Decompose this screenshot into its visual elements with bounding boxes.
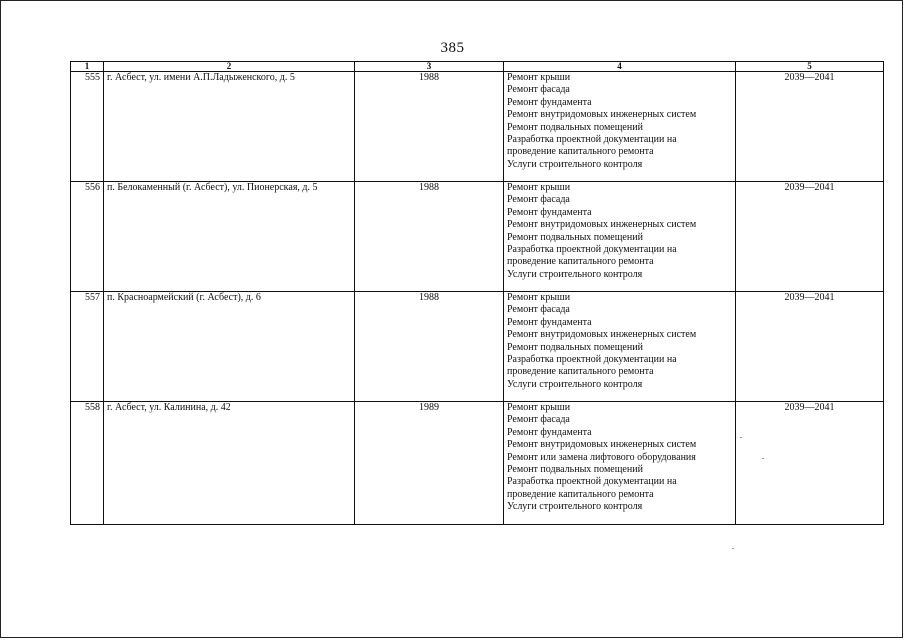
row-address: г. Асбест, ул. Калинина, д. 42 — [104, 402, 355, 525]
row-address: п. Красноармейский (г. Асбест), д. 6 — [104, 292, 355, 402]
row-year: 1988 — [355, 182, 504, 292]
row-period: 2039—2041 — [736, 292, 884, 402]
work-item: проведение капитального ремонта — [507, 146, 654, 158]
work-item: проведение капитального ремонта — [507, 366, 654, 378]
row-year: 1988 — [355, 292, 504, 402]
header-col-3: 3 — [355, 62, 504, 72]
row-number: 558 — [71, 402, 104, 525]
scan-speck — [762, 458, 764, 459]
row-works — [504, 292, 736, 402]
table-row — [71, 182, 884, 292]
work-item: Ремонт подвальных помещений — [507, 231, 643, 243]
header-col-4: 4 — [504, 62, 736, 72]
row-year: 1989 — [355, 402, 504, 525]
row-address: г. Асбест, ул. имени А.П.Ладыженского, д. 5 — [104, 72, 355, 182]
work-item: Ремонт фундамента — [507, 206, 592, 218]
work-item: Ремонт фундамента — [507, 426, 592, 438]
header-col-2: 2 — [104, 62, 355, 72]
row-address: п. Белокаменный (г. Асбест), ул. Пионерская, д. 5 — [104, 182, 355, 292]
repair-program-table — [70, 61, 884, 525]
work-item: Услуги строительного контроля — [507, 158, 643, 170]
work-item: проведение капитального ремонта — [507, 488, 654, 500]
work-item: Ремонт подвальных помещений — [507, 464, 643, 476]
work-item: Услуги строительного контроля — [507, 501, 643, 513]
header-col-1: 1 — [71, 62, 104, 72]
row-period: 2039—2041 — [736, 402, 884, 525]
work-item: Ремонт фасада — [507, 194, 570, 206]
row-works — [504, 72, 736, 182]
work-item: Ремонт внутридомовых инженерных систем — [507, 219, 697, 231]
work-item: Разработка проектной документации на — [507, 354, 677, 366]
work-item: Ремонт крыши — [507, 402, 571, 413]
work-item: Ремонт внутридомовых инженерных систем — [507, 329, 697, 341]
work-item: Ремонт крыши — [507, 292, 571, 303]
scan-speck — [732, 548, 734, 549]
work-item: Ремонт подвальных помещений — [507, 121, 643, 133]
row-works — [504, 402, 736, 525]
row-year: 1988 — [355, 72, 504, 182]
table-row — [71, 402, 884, 525]
work-item: Разработка проектной документации на — [507, 244, 677, 256]
row-works — [504, 182, 736, 292]
row-period: 2039—2041 — [736, 72, 884, 182]
page-number: 385 — [440, 40, 465, 56]
work-item: Услуги строительного контроля — [507, 268, 643, 280]
work-item: Ремонт внутридомовых инженерных систем — [507, 439, 697, 451]
work-item: Ремонт фасада — [507, 414, 570, 426]
row-number: 556 — [71, 182, 104, 292]
work-item: Ремонт крыши — [507, 72, 571, 83]
work-item: Разработка проектной документации на — [507, 134, 677, 146]
work-item: Ремонт внутридомовых инженерных систем — [507, 109, 697, 121]
work-item: Ремонт подвальных помещений — [507, 341, 643, 353]
work-item: Ремонт фасада — [507, 84, 570, 96]
work-item: Ремонт фасада — [507, 304, 570, 316]
row-period: 2039—2041 — [736, 182, 884, 292]
work-item: Разработка проектной документации на — [507, 476, 677, 488]
row-number: 555 — [71, 72, 104, 182]
work-item: Ремонт крыши — [507, 182, 571, 193]
row-number: 557 — [71, 292, 104, 402]
work-item: Ремонт фундамента — [507, 316, 592, 328]
header-col-5: 5 — [736, 62, 884, 72]
table-header-row — [71, 62, 884, 72]
work-item: Услуги строительного контроля — [507, 378, 643, 390]
table-row — [71, 72, 884, 182]
table-row — [71, 292, 884, 402]
work-item: Ремонт фундамента — [507, 96, 592, 108]
work-item: Ремонт или замена лифтового оборудования — [507, 451, 696, 463]
work-item: проведение капитального ремонта — [507, 256, 654, 268]
scan-speck — [740, 437, 742, 438]
